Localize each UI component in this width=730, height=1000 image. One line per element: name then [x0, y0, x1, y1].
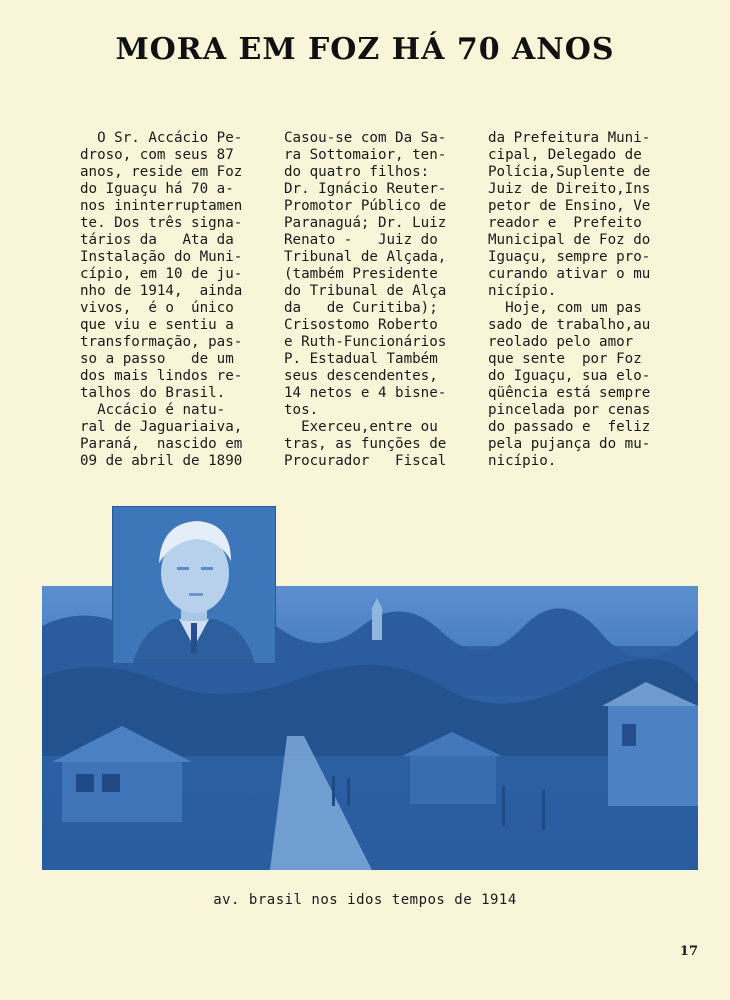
portrait-photo — [112, 506, 276, 664]
article-body — [80, 130, 680, 469]
photo-caption: av. brasil nos idos tempos de 1914 — [213, 892, 517, 908]
article-title: MORA EM FOZ HÁ 70 ANOS — [115, 32, 615, 67]
text-column-2: Casou-se com Da Sa- ra Sottomaior, ten- do quatro filhos: Dr. Ignácio Reuter- Promotor Público de Paranaguá; Dr. Luiz Renato - Juiz do Tribunal de Alçada, (também Presidente do Tribunal de Alça da de Curitiba); Crisostomo Roberto e Ruth-Funcionários P. Estadual Também seus descendentes, 14 netos e 4 bisne- tos. Exerceu,entre ou tras, as funções de Procurador Fiscal — [284, 130, 447, 469]
page-number: 17 — [679, 944, 698, 959]
text-column-3: da Prefeitura Muni- cipal, Delegado de Polícia,Suplente de Juiz de Direito,Ins petor de Ensino, Ve reador e Prefeito Municipal de Foz do Iguaçu, sempre pro- curando ativar o mu nicípio. Hoje, com um pas sado de trabalho,au reolado pelo amor que sente por Foz do Iguaçu, sua elo- qüência está sempre pincelada por cenas do passado e feliz pela pujança do mu- nicípio. — [488, 130, 651, 469]
portrait-illustration — [113, 507, 275, 663]
text-column-1: O Sr. Accácio Pe- droso, com seus 87 anos, reside em Foz do Iguaçu há 70 a- nos ininterruptamen te. Dos três signa- tários da Ata da Instalação do Muni- cípio, em 10 de ju- nho de 1914, ainda vivos, é o único que viu e sentiu a transformação, pas- so a passo de um dos mais lindos re- talhos do Brasil. Accácio é natu- ral de Jaguariaiva, Paraná, nascido em 09 de abril de 1890 — [80, 130, 243, 469]
